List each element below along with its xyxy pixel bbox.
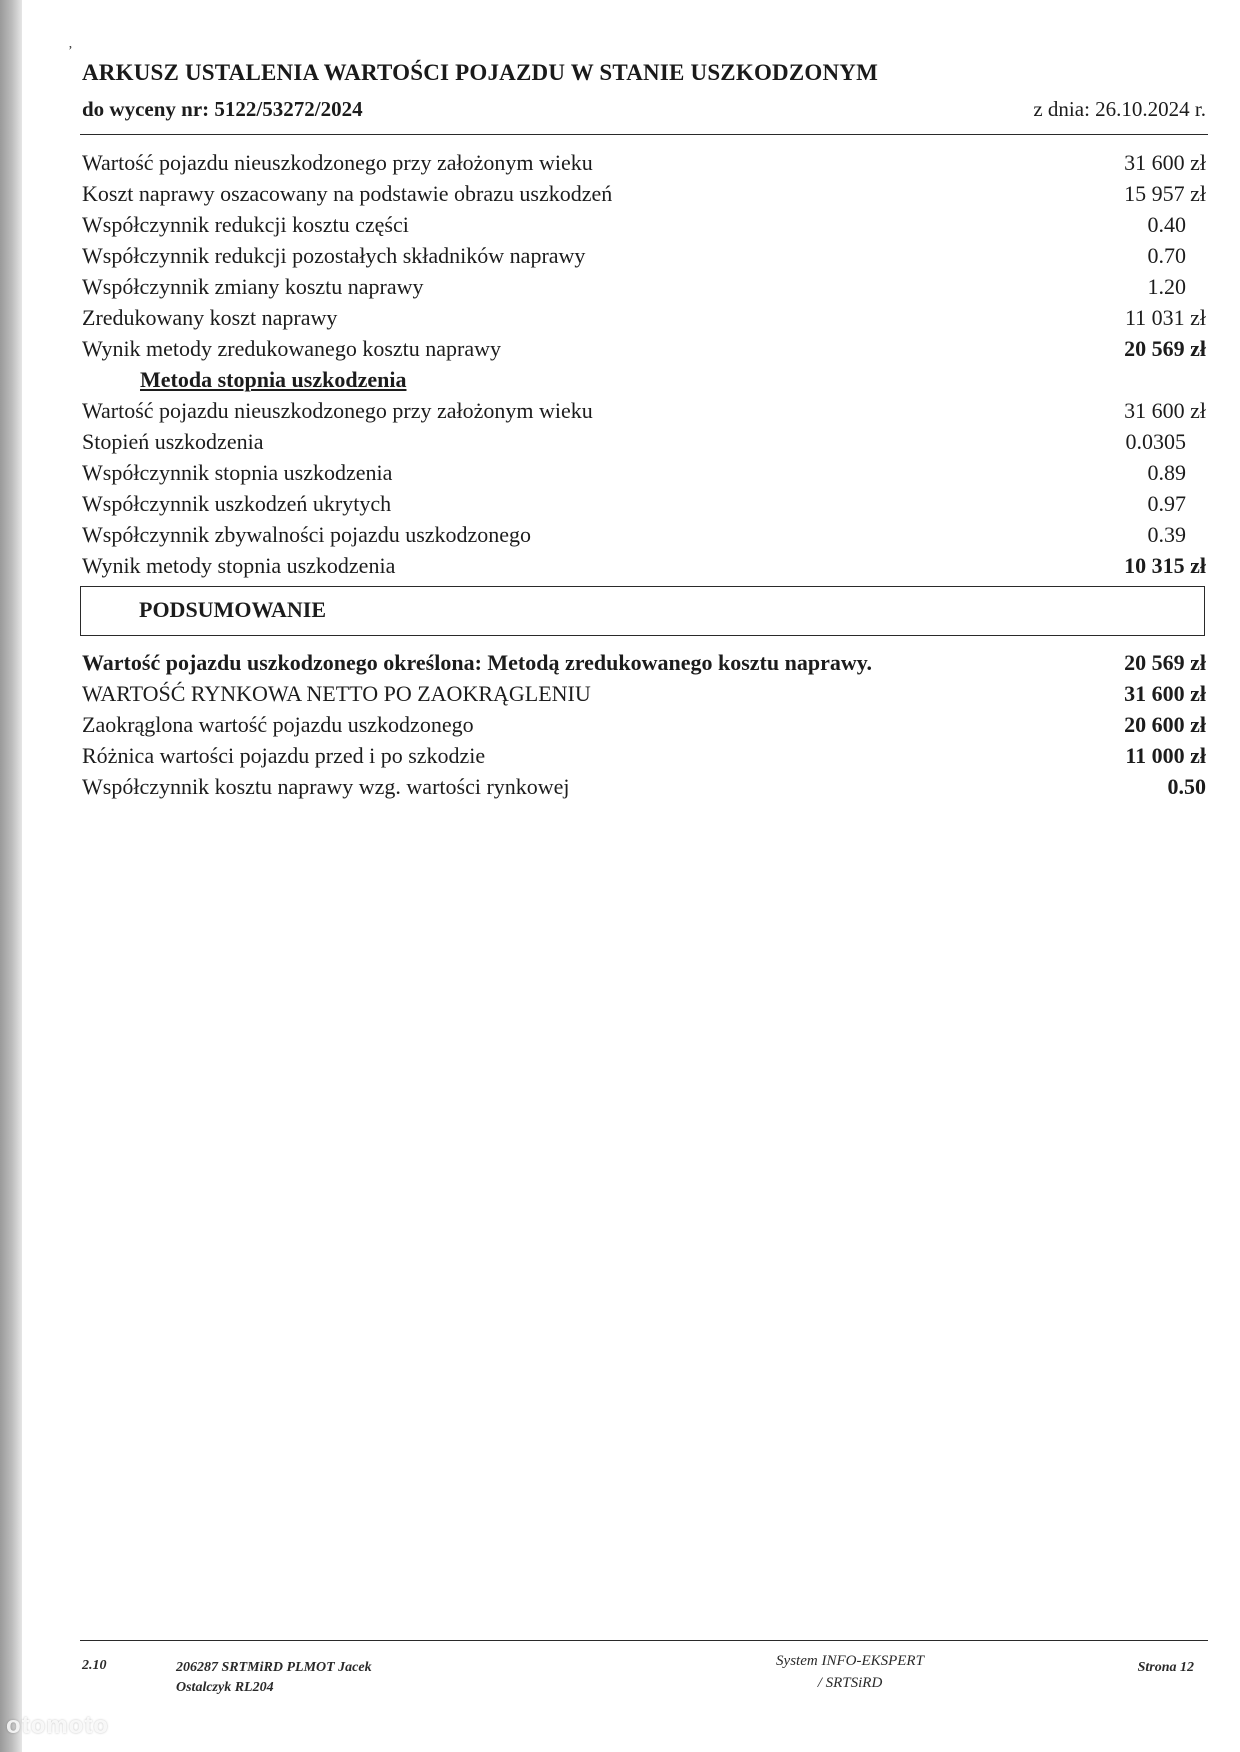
footer-version: 2.10 xyxy=(82,1658,107,1673)
row-label: Współczynnik redukcji pozostałych składników naprawy xyxy=(82,243,586,268)
row-value: 31 600 zł xyxy=(1124,681,1206,706)
row-label: Współczynnik zmiany kosztu naprawy xyxy=(82,274,424,299)
row-label: Współczynnik zbywalności pojazdu uszkodzonego xyxy=(82,522,532,547)
document-date: z dnia: 26.10.2024 r. xyxy=(1033,97,1206,121)
row-label: Wartość pojazdu nieuszkodzonego przy założonym wieku xyxy=(82,150,593,175)
row-value: 20 600 zł xyxy=(1124,712,1206,737)
result-row xyxy=(82,550,1206,581)
row-label: Wynik metody stopnia uszkodzenia xyxy=(82,553,396,578)
table-row xyxy=(82,147,1206,178)
table-row xyxy=(82,271,1206,302)
row-value: 20 569 zł xyxy=(1124,650,1206,675)
row-label: Wartość pojazdu nieuszkodzonego przy założonym wieku xyxy=(82,398,593,423)
row-value: 1.20 xyxy=(1147,274,1186,299)
footer-author-line2: Ostalczyk RL204 xyxy=(176,1680,274,1695)
row-label: Koszt naprawy oszacowany na podstawie obrazu uszkodzeń xyxy=(82,181,613,206)
table-row xyxy=(82,302,1206,333)
row-label: Współczynnik uszkodzeń ukrytych xyxy=(82,491,392,516)
footer-system-line2: / SRTSiRD xyxy=(817,1675,883,1691)
result-row xyxy=(82,333,1206,364)
row-value: 31 600 zł xyxy=(1124,150,1206,175)
valuation-table xyxy=(82,147,1206,581)
summary-table xyxy=(82,647,1206,802)
summary-row xyxy=(82,740,1206,771)
row-value: 15 957 zł xyxy=(1124,181,1206,206)
valuation-number: do wyceny nr: 5122/53272/2024 xyxy=(82,97,363,121)
row-value: 0.89 xyxy=(1147,460,1186,485)
header-divider xyxy=(80,134,1208,135)
row-value: 0.39 xyxy=(1147,522,1186,547)
row-label: Zredukowany koszt naprawy xyxy=(82,305,338,330)
table-row xyxy=(82,519,1206,550)
row-value: 31 600 zł xyxy=(1124,398,1206,423)
table-row xyxy=(82,488,1206,519)
summary-row xyxy=(82,678,1206,709)
summary-heading-box xyxy=(80,586,1205,636)
row-label: Wynik metody zredukowanego kosztu naprawy xyxy=(82,336,501,361)
scan-mark: ʼ xyxy=(68,44,73,59)
scan-edge-shadow xyxy=(0,0,22,1752)
row-value: 11 000 zł xyxy=(1125,743,1206,768)
watermark-logo: otomoto xyxy=(6,1712,109,1739)
footer-divider xyxy=(80,1640,1208,1641)
summary-row xyxy=(82,709,1206,740)
document-title: ARKUSZ USTALENIA WARTOŚCI POJAZDU W STANIE USZKODZONYM xyxy=(82,60,879,85)
page-number: Strona 12 xyxy=(1137,1660,1194,1675)
row-label: Współczynnik kosztu naprawy wzg. wartości rynkowej xyxy=(82,774,570,799)
row-label: Współczynnik stopnia uszkodzenia xyxy=(82,460,393,485)
footer-system xyxy=(720,1650,980,1694)
table-row xyxy=(82,426,1206,457)
row-label: Współczynnik redukcji kosztu części xyxy=(82,212,409,237)
row-value: 0.50 xyxy=(1167,774,1206,799)
footer-author-line1: 206287 SRTMiRD PLMOT Jacek xyxy=(176,1660,372,1675)
summary-row xyxy=(82,647,1206,678)
page-footer xyxy=(0,1650,1240,1720)
row-value: 20 569 zł xyxy=(1124,336,1206,361)
table-row xyxy=(82,209,1206,240)
section-title: Metoda stopnia uszkodzenia xyxy=(140,367,407,392)
summary-title: PODSUMOWANIE xyxy=(139,597,327,622)
table-row xyxy=(82,178,1206,209)
row-label: Stopień uszkodzenia xyxy=(82,429,264,454)
row-value: 10 315 zł xyxy=(1124,553,1206,578)
row-label: Różnica wartości pojazdu przed i po szkodzie xyxy=(82,743,486,768)
table-row xyxy=(82,395,1206,426)
summary-row xyxy=(82,771,1206,802)
row-label: WARTOŚĆ RYNKOWA NETTO PO ZAOKRĄGLENIU xyxy=(82,681,591,706)
footer-system-line1: System INFO-EKSPERT xyxy=(776,1653,924,1669)
row-value: 11 031 zł xyxy=(1124,305,1206,330)
row-label: Zaokrąglona wartość pojazdu uszkodzonego xyxy=(82,712,474,737)
table-row xyxy=(82,457,1206,488)
row-value: 0.97 xyxy=(1147,491,1186,516)
row-value: 0.40 xyxy=(1147,212,1186,237)
row-value: 0.70 xyxy=(1147,243,1186,268)
header-subrow xyxy=(82,97,1206,125)
table-row xyxy=(82,240,1206,271)
section-heading xyxy=(82,364,1206,395)
footer-author xyxy=(176,1658,476,1698)
row-value: 0.0305 xyxy=(1125,429,1186,454)
row-label: Wartość pojazdu uszkodzonego określona: Metodą zredukowanego kosztu naprawy. xyxy=(82,650,873,675)
